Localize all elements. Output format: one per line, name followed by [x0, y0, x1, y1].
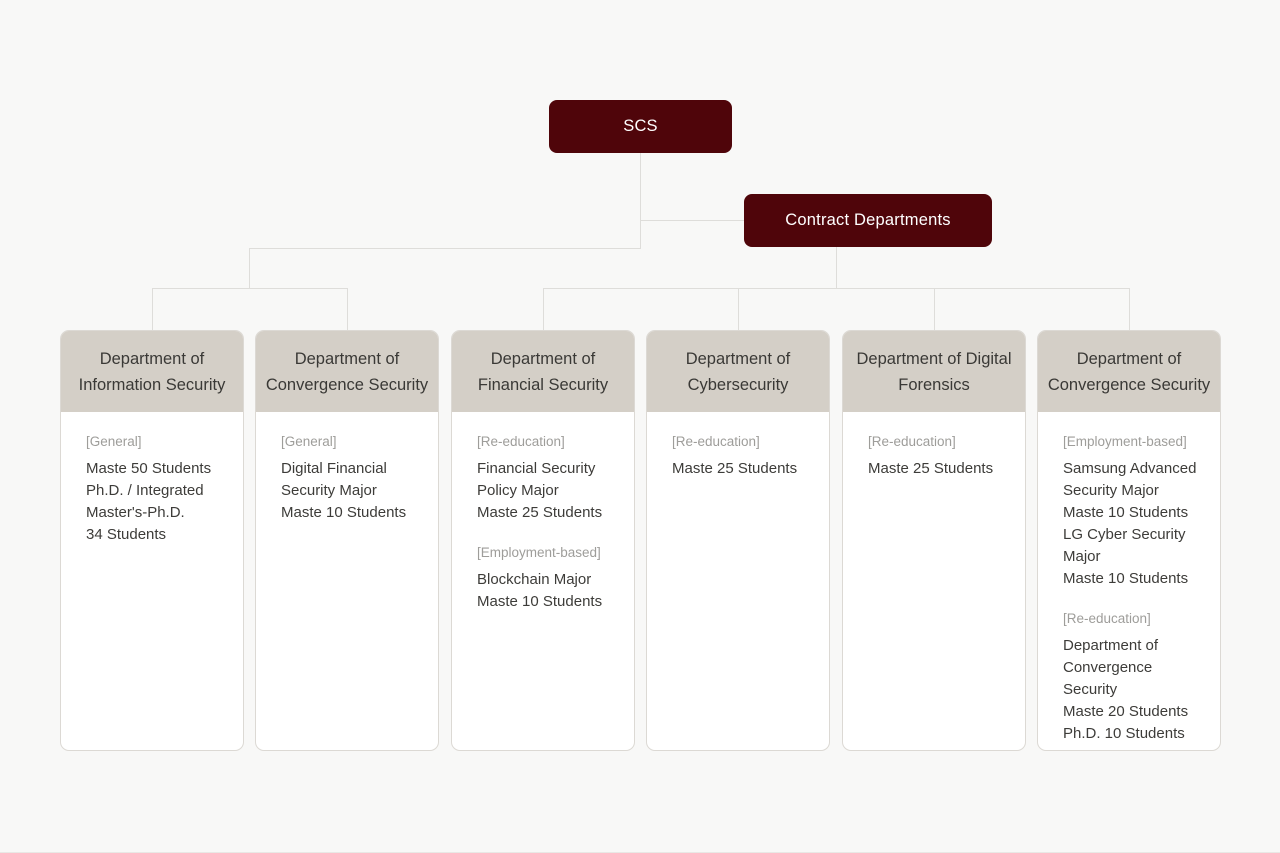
card-financial-security	[451, 330, 635, 751]
contract-departments-node[interactable]	[744, 194, 992, 247]
program-type-label: [Re-education]	[868, 434, 956, 449]
department-body	[647, 412, 829, 480]
program-section	[477, 544, 622, 613]
program-line: Financial Security	[477, 460, 596, 477]
department-title: Department of Cybersecurity	[647, 331, 829, 412]
program-type-label: [General]	[86, 434, 142, 449]
connector-drop-card4	[738, 288, 739, 330]
card-cybersecurity	[646, 330, 830, 751]
program-section	[86, 433, 231, 546]
program-line: Security Major	[1063, 482, 1159, 499]
connector-root-to-contract	[640, 220, 744, 221]
department-title: Department of Convergence Security	[256, 331, 438, 412]
connector-left-branch	[249, 248, 641, 249]
program-line: Maste 10 Students	[1063, 504, 1189, 521]
department-body	[843, 412, 1025, 480]
card-information-security	[60, 330, 244, 751]
connector-drop-card1	[152, 288, 153, 330]
program-line: Department of	[1063, 637, 1159, 654]
program-line: Policy Major	[477, 482, 559, 499]
connector-root-drop	[640, 153, 641, 248]
department-body	[256, 412, 438, 524]
root-node-scs[interactable]	[549, 100, 732, 153]
department-body	[452, 412, 634, 613]
program-line: Master's-Ph.D.	[86, 504, 185, 521]
department-body	[1038, 412, 1220, 745]
program-line: Ph.D. 10 Students	[1063, 725, 1185, 742]
program-line: Maste 20 Students	[1063, 703, 1189, 720]
program-section	[281, 433, 426, 524]
program-line: Samsung Advanced	[1063, 460, 1197, 477]
program-type-label: [Re-education]	[1063, 611, 1151, 626]
program-line: Security Major	[281, 482, 377, 499]
program-line: Maste 10 Students	[281, 504, 407, 521]
program-line: Maste 25 Students	[672, 460, 798, 477]
connector-drop-card3	[543, 288, 544, 330]
department-title: Department of Convergence Security	[1038, 331, 1220, 412]
program-type-label: [Employment-based]	[1063, 434, 1187, 449]
connector-drop-card6	[1129, 288, 1130, 330]
department-title: Department of Financial Security	[452, 331, 634, 412]
program-section	[1063, 433, 1208, 590]
card-convergence-security-contract	[1037, 330, 1221, 751]
program-type-label: [Re-education]	[477, 434, 565, 449]
program-line: Digital Financial	[281, 460, 387, 477]
program-section	[868, 433, 1013, 480]
program-line: Maste 50 Students	[86, 460, 212, 477]
program-line: Maste 10 Students	[1063, 570, 1189, 587]
program-line: Convergence	[1063, 659, 1153, 676]
connector-contract-drop	[836, 247, 837, 288]
program-line: Blockchain Major	[477, 571, 592, 588]
connector-right-bracket	[543, 288, 1130, 289]
program-type-label: [Employment-based]	[477, 545, 601, 560]
program-line: Ph.D. / Integrated	[86, 482, 204, 499]
program-line: Major	[1063, 548, 1101, 565]
department-title: Department of Information Security	[61, 331, 243, 412]
program-line: Maste 25 Students	[477, 504, 603, 521]
contract-departments-label: Contract Departments	[785, 211, 951, 229]
program-section	[672, 433, 817, 480]
program-section	[477, 433, 622, 524]
connector-drop-card2	[347, 288, 348, 330]
connector-drop-card5	[934, 288, 935, 330]
department-body	[61, 412, 243, 546]
program-line: 34 Students	[86, 526, 167, 543]
program-type-label: [General]	[281, 434, 337, 449]
card-digital-forensics	[842, 330, 1026, 751]
connector-left-branch-drop	[249, 248, 250, 288]
program-type-label: [Re-education]	[672, 434, 760, 449]
program-line: Maste 10 Students	[477, 593, 603, 610]
program-section	[1063, 610, 1208, 745]
connector-left-bracket	[152, 288, 348, 289]
program-line: Security	[1063, 681, 1118, 698]
card-convergence-security-general	[255, 330, 439, 751]
root-node-label: SCS	[623, 117, 658, 135]
program-line: LG Cyber Security	[1063, 526, 1186, 543]
program-line: Maste 25 Students	[868, 460, 994, 477]
department-title: Department of Digital Forensics	[843, 331, 1025, 412]
